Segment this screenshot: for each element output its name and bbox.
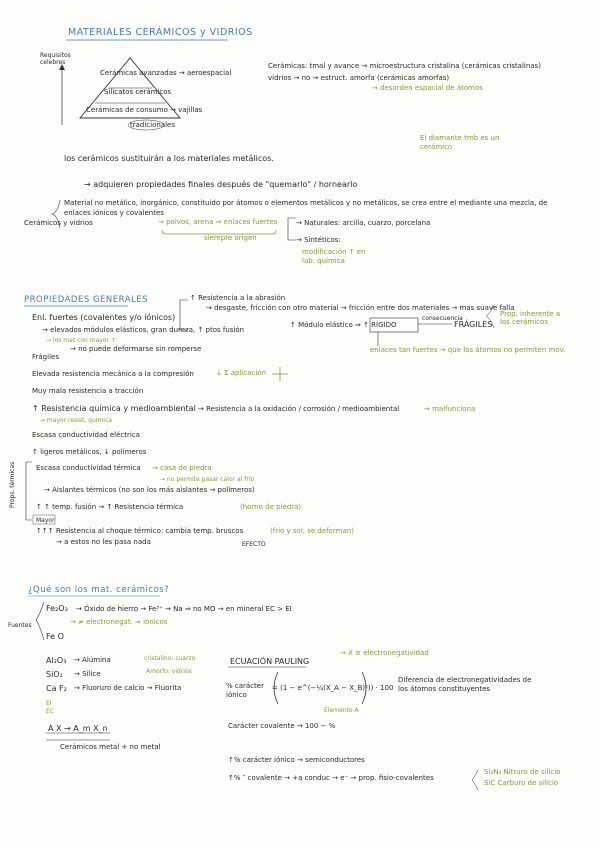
no-permite-note: → no permite pasar calor al frío — [160, 476, 255, 483]
prop-inherente-note: Prop. inherente a los cerámicos — [500, 310, 561, 326]
quimica-arrow-line: → Resistencia a la oxidación / corrosión / medioambiental — [198, 405, 400, 413]
properties-title: PROPIEDADES GENERALES — [24, 295, 149, 305]
sio2-desc: → Sílice — [74, 670, 101, 678]
si3n4-note: Si₃N₄ Nitruro de silicio — [484, 768, 561, 776]
no-deformar-line: → no puede deformarse sin romperse — [70, 345, 202, 353]
compresion-item: Elevada resistencia mecánica a la compresión — [32, 370, 194, 378]
enl-fuertes-line: Enl. fuertes (covalentes y/o iónicos) — [32, 313, 176, 322]
ceramicos-vidrios-label: Cerámicos y vidrios — [24, 219, 93, 227]
ligeros-item: ↑ ligeros metálicos, ↓ polímeros — [32, 448, 147, 456]
caf2-formula: Ca F₂ — [46, 684, 67, 693]
temp-fusion-item: ↑ ↑ temp. fusión → ↑ Resistencia térmica — [36, 503, 184, 511]
intro-line-1: los cerámicos sustituirán a los materiales metálicos. — [64, 154, 274, 163]
triangle-row-1: Cerámicas avanzadas → aeroespacial — [100, 69, 232, 77]
choque-item: ↑↑↑ Resistencia al choque térmico: cambia temp. bruscos — [36, 527, 244, 535]
al2o3-formula: Al₂O₃ — [46, 656, 67, 665]
desgaste-line: → desgaste, fricción con otro material → fricción entre dos materiales → mas suave falla — [206, 304, 515, 312]
enlaces-fuertes-note: enlaces tan fuertes → que los átomos no permiten mov. — [370, 346, 566, 354]
casa-piedra-note: → casa de piedra — [152, 464, 212, 472]
naturales-line: → Naturales: arcilla, cuarzo, porcelana — [296, 219, 431, 227]
fe2o3-formula: Fe₂O₃ — [46, 604, 68, 613]
conduct-electrica-item: Escasa conductividad eléctrica — [32, 431, 140, 439]
elevados-line: → elevados módulos elásticos, gran dureza, ↑ ptos fusión — [42, 326, 245, 334]
page-title: MATERIALES CERÁMICOS y VIDRIOS — [68, 27, 253, 38]
ecuacion-pauling-title: ECUACIÓN PAULING — [230, 657, 310, 666]
sic-note: SiC Carburo de silicio — [484, 779, 559, 787]
ionico-line: ↑% carácter iónico → semiconductores — [228, 756, 365, 764]
efecto-label: EFECTO — [242, 541, 266, 548]
ceramic-definition: Material no metálico, inorgánico, constituido por átomos o elementos metálicos y no metálicos, se crea entre el mediante una mezcla, de enlaces iónicos y covalentes — [64, 199, 548, 217]
fe2o3-desc: → Óxido de hierro → Fe³⁺ → Na ⇒ no MO → en mineral EC > EI — [76, 605, 292, 613]
mayor-label: Mayor — [36, 517, 55, 524]
ei-label: EI — [46, 700, 52, 707]
triangle-row-3: Cerámicas de consumo → vajillas — [86, 106, 203, 114]
formula-rhs: = (1 − e^(−¼(X_A − X_B)²)) · 100 — [272, 684, 394, 692]
fuentes-label: Fuentes — [8, 622, 32, 629]
intro-line-2: → adquieren propiedades finales después de "quemarlo" / hornearlo — [84, 180, 358, 189]
sio2-formula: SiO₂ — [46, 670, 63, 679]
fragiles-item: Frágiles — [32, 353, 59, 361]
modulo-line: ↑ Módulo elástico ⇒ ↑ RÍGIDO — [290, 321, 397, 329]
elemento-note: Elemento A — [324, 707, 359, 714]
consecuencia-label: consecuencia — [422, 315, 463, 322]
quimica-item: ↑ Resistencia química y medioambiental — [32, 404, 196, 413]
sinteticos-line: → Sintéticos: — [296, 236, 341, 244]
diamante-note: El diamante tmb es un cerámico — [420, 134, 500, 151]
origin-note-2: siempre origen — [204, 234, 257, 242]
aislantes-line: → Aislantes térmicos (no son los más aislantes → polímeros) — [44, 486, 255, 494]
origin-note: → polvos, arena ⇒ enlaces fuertes — [158, 218, 278, 226]
a-estos-line: → a estos no les pasa nada — [56, 538, 151, 546]
cristalino-note: cristalino: cuarzo — [144, 655, 196, 662]
covalente-line: ↑% ″ covalente → +a conduc → e⁻ → prop. fisio-covalentes — [228, 774, 434, 782]
desorden-note: → desorden espacial de átomos — [372, 84, 483, 92]
electroneg-note: → X ≡ electronegatividad — [340, 649, 429, 657]
amorfo-note: Amorfo: vidrios — [146, 668, 192, 675]
ceramicos-metal-line: Cerámicos metal + no metal — [60, 743, 161, 751]
choque-note: (frío y sol, se deforman) — [270, 527, 354, 535]
fragiles-label: FRÁGILES — [454, 320, 493, 329]
aplicacion-note: ↓ Σ aplicación — [216, 369, 267, 377]
horno-note: (horno de piedra) — [240, 503, 302, 511]
modificacion-note: modificación ↑ en lab. química — [302, 248, 366, 265]
diferencia-note: Diferencia de electronegatividades de los átomos constituyentes — [398, 676, 532, 693]
conduct-termica-item: Escasa conductividad térmica — [36, 464, 141, 472]
abrasion-line: ↑ Resistencia a la abrasión — [190, 294, 286, 302]
ec-label: EC — [46, 708, 54, 715]
caracter-covalente: Carácter covalente → 100 − % — [228, 722, 336, 730]
traccion-item: Muy mala resistencia a tracción — [32, 387, 144, 395]
ceramicas-line: Cerámicas: tmal y avance → microestructura cristalina (cerámicas cristalinas) — [268, 62, 541, 70]
props-termicas-label: Props. térmicas — [9, 461, 16, 508]
ax-formula: A X → A_m X_n — [48, 724, 108, 733]
quimica-note: → malfunciona — [424, 405, 476, 413]
vidrios-line: vidrios → no → estruct. amorfa (cerámicas amorfas) — [268, 74, 450, 82]
triangle-row-2: Silicatos cerámicos — [104, 88, 172, 96]
triangle-row-4: tradicionales — [130, 121, 176, 129]
electronegat-note: → ≠ electronegat. ⇒ iónicos — [70, 618, 168, 626]
question-heading: ¿Qué son los mat. cerámicos? — [28, 585, 170, 595]
formula-lhs: % carácter iónico — [226, 682, 264, 699]
quimica-sub-note: → mayor resist. química — [40, 417, 112, 424]
feo-formula: Fe O — [46, 632, 64, 641]
mat-mayor-note: → los mat con mayor ↑ — [46, 337, 116, 344]
al2o3-desc: → Alúmina — [74, 656, 111, 664]
caf2-desc: → Fluoruro de calcio → Fluorita — [74, 684, 182, 692]
triangle-apex-label: Requisitos celebres — [40, 52, 71, 66]
